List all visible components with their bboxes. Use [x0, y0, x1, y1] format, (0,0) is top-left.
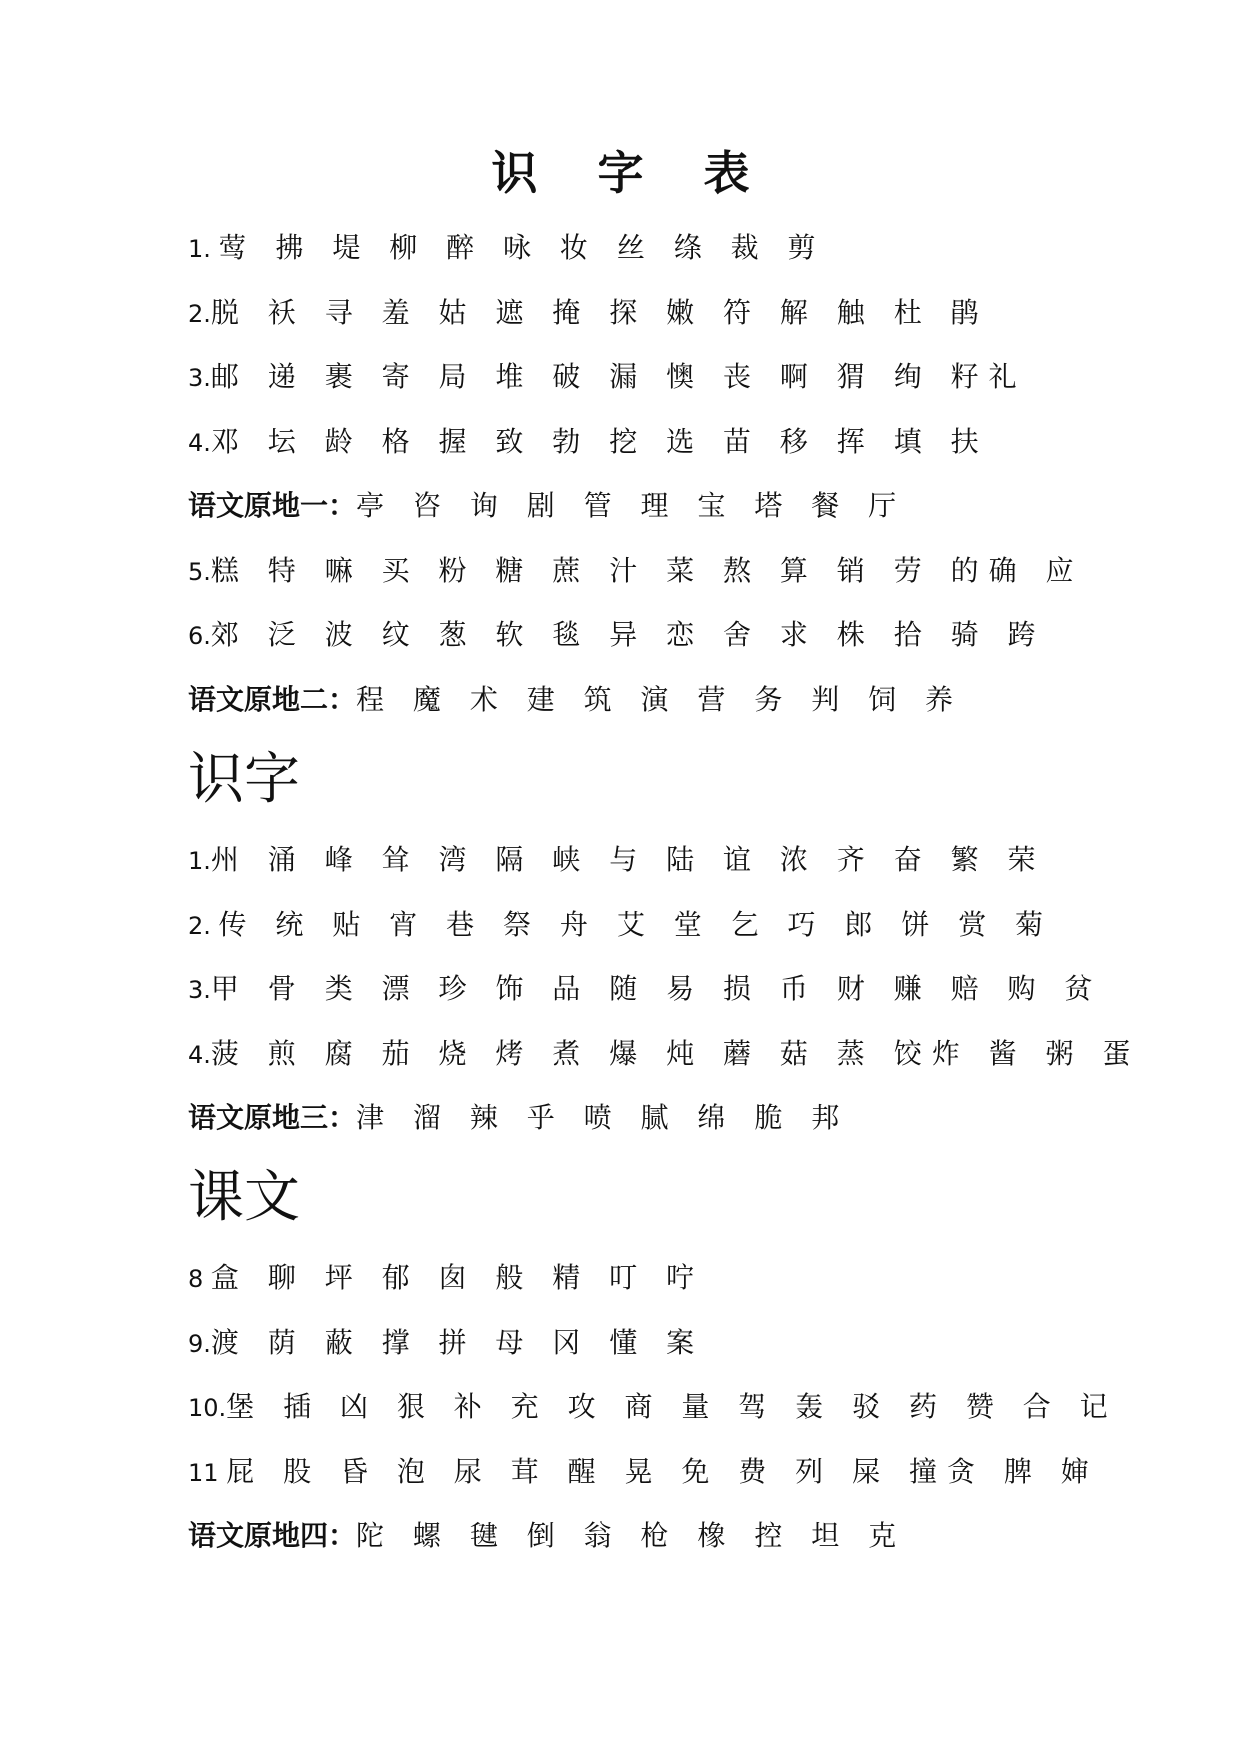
item-number: 10.: [188, 1394, 227, 1422]
yuwen-yuandi-row: [188, 683, 964, 716]
item-number: 5.: [188, 558, 211, 586]
item-number: 8: [188, 1265, 211, 1293]
yuwen-yuandi-label: 语文原地三：: [188, 1101, 357, 1134]
yuwen-yuandi-row: [188, 489, 907, 522]
list-item: [188, 908, 1054, 941]
list-item: [188, 425, 989, 458]
item-characters: 屁 股 昏 泡 尿 茸 醒 晃 免 费 列 屎 撞贪 脾 婶: [226, 1455, 1099, 1488]
item-characters: 州 涌 峰 耸 湾 隔 峡 与 陆 谊 浓 齐 奋 繁 荣: [210, 843, 1046, 876]
yuwen-yuandi-row: [188, 1519, 907, 1552]
item-characters: 郊 泛 波 纹 葱 软 毯 异 恋 舍 求 株 拾 骑 跨: [210, 618, 1046, 651]
item-characters: 脱 袄 寻 羞 姑 遮 掩 探 嫩 符 解 触 杜 鹃: [210, 296, 989, 329]
item-number: 11: [188, 1459, 227, 1487]
list-item: [188, 554, 1084, 587]
list-item: [188, 1326, 705, 1359]
yuwen-yuandi-row: [188, 1101, 850, 1134]
list-item: [188, 1390, 1118, 1423]
item-characters: 堡 插 凶 狠 补 充 攻 商 量 驾 轰 驳 药 赞 合 记: [226, 1390, 1118, 1423]
item-characters: 津 溜 辣 乎 喷 腻 绵 脆 邦: [356, 1101, 850, 1134]
item-characters: 糕 特 嘛 买 粉 糖 蔗 汁 菜 熬 算 销 劳 的确 应: [210, 554, 1084, 587]
item-number: 3.: [188, 364, 211, 392]
item-characters: 邓 坛 龄 格 握 致 勃 挖 选 苗 移 挥 填 扶: [210, 425, 989, 458]
list-item: [188, 296, 989, 329]
item-characters: 莺 拂 堤 柳 醉 咏 妆 丝 绦 裁 剪: [218, 231, 826, 264]
item-characters: 亭 咨 询 剧 管 理 宝 塔 餐 厅: [356, 489, 907, 522]
item-characters: 盒 聊 坪 郁 囱 般 精 叮 咛: [210, 1261, 705, 1294]
item-number: 1.: [188, 847, 211, 875]
list-item: [188, 1261, 705, 1294]
yuwen-yuandi-label: 语文原地四：: [188, 1519, 357, 1552]
list-item: [188, 360, 1027, 393]
item-number: 6.: [188, 622, 211, 650]
list-item: [188, 843, 1046, 876]
list-item: [188, 618, 1046, 651]
item-characters: 甲 骨 类 漂 珍 饰 品 随 易 损 币 财 赚 赔 购 贫: [210, 972, 1103, 1005]
item-characters: 菠 煎 腐 茄 烧 烤 煮 爆 炖 蘑 菇 蒸 饺炸 酱 粥 蛋: [210, 1037, 1141, 1070]
item-number: 1.: [188, 235, 219, 263]
yuwen-yuandi-label: 语文原地一：: [188, 489, 357, 522]
list-item: [188, 231, 826, 264]
list-item: [188, 1037, 1141, 1070]
item-number: 2.: [188, 912, 219, 940]
section-heading: 课文: [188, 1165, 300, 1230]
item-number: 9.: [188, 1330, 211, 1358]
item-number: 3.: [188, 976, 211, 1004]
page-title: 识 字 表: [491, 146, 772, 200]
item-characters: 邮 递 裹 寄 局 堆 破 漏 懊 丧 啊 猬 绚 籽礼: [210, 360, 1027, 393]
item-characters: 陀 螺 毽 倒 翁 枪 橡 控 坦 克: [356, 1519, 907, 1552]
item-characters: 渡 荫 蔽 撑 拼 母 冈 懂 案: [210, 1326, 705, 1359]
item-number: 4.: [188, 429, 211, 457]
yuwen-yuandi-label: 语文原地二：: [188, 683, 357, 716]
item-number: 4.: [188, 1041, 211, 1069]
section-heading: 识字: [188, 747, 300, 812]
item-characters: 程 魔 术 建 筑 演 营 务 判 饲 养: [356, 683, 964, 716]
item-number: 2.: [188, 300, 211, 328]
list-item: [188, 1455, 1099, 1488]
item-characters: 传 统 贴 宵 巷 祭 舟 艾 堂 乞 巧 郎 饼 赏 菊: [218, 908, 1054, 941]
list-item: [188, 972, 1103, 1005]
